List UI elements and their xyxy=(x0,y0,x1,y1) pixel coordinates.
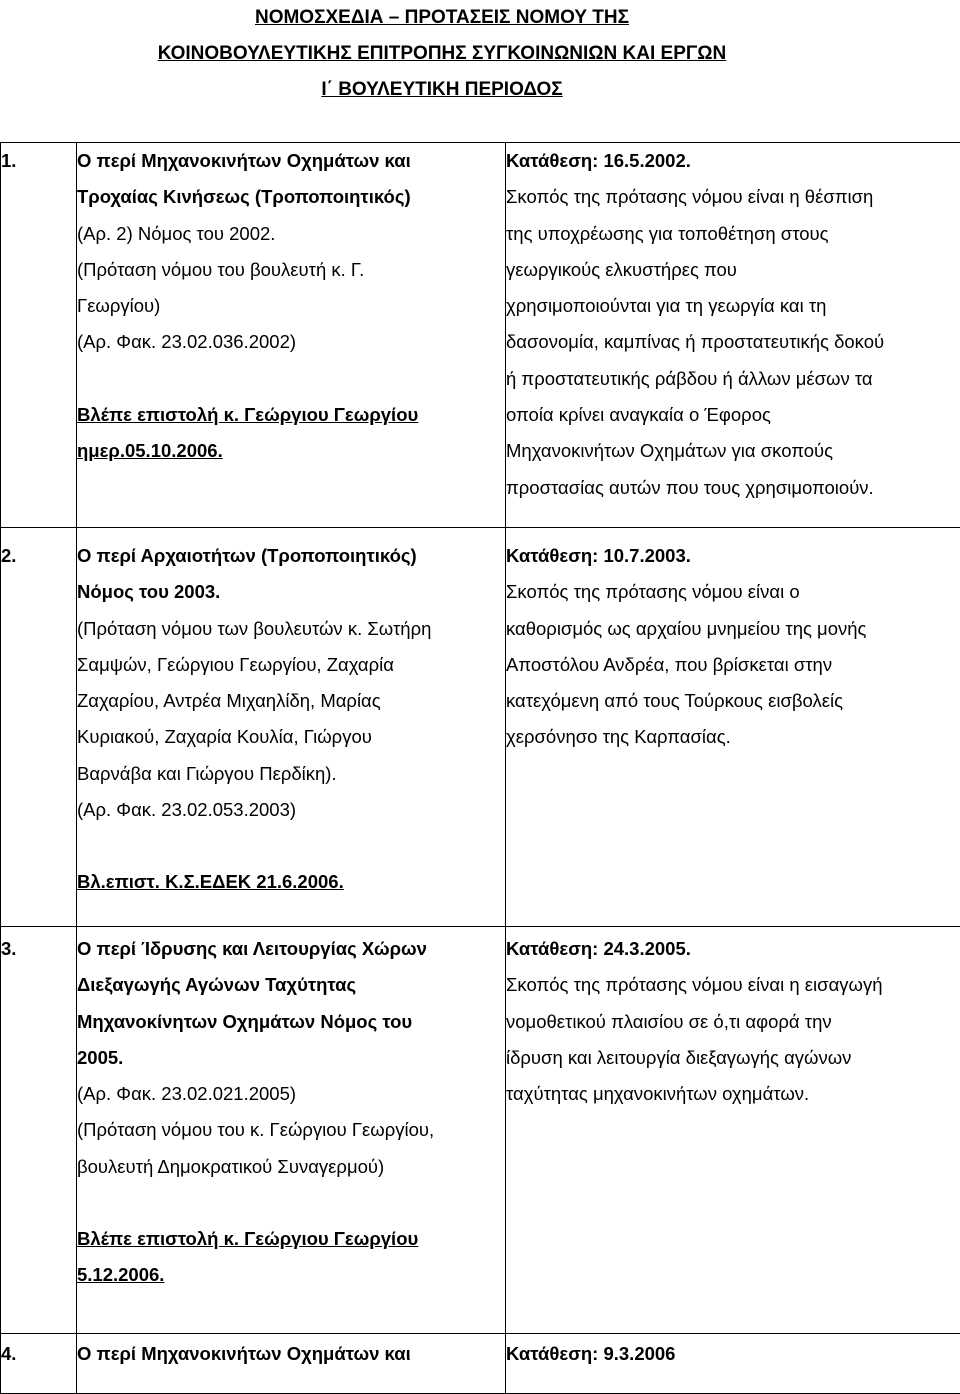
document-header xyxy=(0,0,884,108)
table-row xyxy=(1,927,960,1334)
bill-title-cell xyxy=(77,528,506,927)
bill-title-line: 2005. xyxy=(77,1040,505,1076)
bill-meta-line: (Αρ. Φακ. 23.02.053.2003) xyxy=(77,792,505,828)
purpose-line: ταχύτητας μηχανοκινήτων οχημάτων. xyxy=(506,1076,960,1112)
bill-title-line: Μηχανοκίνητων Οχημάτων Νόμος του xyxy=(77,1004,505,1040)
row-number: 3. xyxy=(1,927,77,1334)
bill-purpose-cell xyxy=(506,143,960,528)
purpose-line: νομοθετικού πλαισίου σε ό,τι αφορά την xyxy=(506,1004,960,1040)
bill-title-line: Νόμος του 2003. xyxy=(77,574,505,610)
header-line-1: ΝΟΜΟΣΧΕΔΙΑ – ΠΡΟΤΑΣΕΙΣ ΝΟΜΟΥ ΤΗΣ xyxy=(0,0,884,36)
bill-note-line: 5.12.2006. xyxy=(77,1257,505,1293)
deposit-date: Κατάθεση: 9.3.2006 xyxy=(506,1336,960,1372)
purpose-line: χερσόνησο της Καρπασίας. xyxy=(506,719,960,755)
bill-meta-line: Σαμψών, Γεώργιου Γεωργίου, Ζαχαρία xyxy=(77,647,505,683)
bill-purpose-cell xyxy=(506,927,960,1334)
purpose-line: Σκοπός της πρότασης νόμου είναι η εισαγωγή xyxy=(506,967,960,1003)
header-line-2: ΚΟΙΝΟΒΟΥΛΕΥΤΙΚΗΣ ΕΠΙΤΡΟΠΗΣ ΣΥΓΚΟΙΝΩΝΙΩΝ ΚΑΙ ΕΡΓΩΝ xyxy=(0,36,884,72)
purpose-line: ίδρυση και λειτουργία διεξαγωγής αγώνων xyxy=(506,1040,960,1076)
purpose-line: προστασίας αυτών που τους χρησιμοποιούν. xyxy=(506,470,960,506)
deposit-date: Κατάθεση: 24.3.2005. xyxy=(506,931,960,967)
bill-meta-line: (Πρόταση νόμου του βουλευτή κ. Γ. xyxy=(77,252,505,288)
table-row xyxy=(1,143,960,528)
row-number: 2. xyxy=(1,528,77,927)
deposit-date: Κατάθεση: 16.5.2002. xyxy=(506,143,960,179)
purpose-line: Μηχανοκινήτων Οχημάτων για σκοπούς xyxy=(506,433,960,469)
purpose-line: καθορισμός ως αρχαίου μνημείου της μονής xyxy=(506,611,960,647)
bill-title-line: Τροχαίας Κινήσεως (Τροποποιητικός) xyxy=(77,179,505,215)
purpose-line: ή προστατευτικής ράβδου ή άλλων μέσων τα xyxy=(506,361,960,397)
bill-title-line: Ο περί Μηχανοκινήτων Οχημάτων και xyxy=(77,1336,505,1372)
purpose-line: δασονομία, καμπίνας ή προστατευτικής δοκού xyxy=(506,324,960,360)
table-row xyxy=(1,1334,960,1394)
purpose-line: γεωργικούς ελκυστήρες που xyxy=(506,252,960,288)
purpose-line: Σκοπός της πρότασης νόμου είναι ο xyxy=(506,574,960,610)
purpose-line: κατεχόμενη από τους Τούρκους εισβολείς xyxy=(506,683,960,719)
bills-table xyxy=(0,142,960,1394)
bill-meta-line: (Πρόταση νόμου των βουλευτών κ. Σωτήρη xyxy=(77,611,505,647)
bill-note-line: ημερ.05.10.2006. xyxy=(77,433,505,469)
bill-title-cell xyxy=(77,927,506,1334)
bill-meta-line: βουλευτή Δημοκρατικού Συναγερμού) xyxy=(77,1149,505,1185)
row-number: 1. xyxy=(1,143,77,528)
deposit-date: Κατάθεση: 10.7.2003. xyxy=(506,538,960,574)
bill-meta-line: Γεωργίου) xyxy=(77,288,505,324)
bill-note-line: Βλ.επιστ. Κ.Σ.ΕΔΕΚ 21.6.2006. xyxy=(77,864,505,900)
bill-meta-line: Κυριακού, Ζαχαρία Κουλία, Γιώργου xyxy=(77,719,505,755)
bill-title-line: Διεξαγωγής Αγώνων Ταχύτητας xyxy=(77,967,505,1003)
purpose-line: χρησιμοποιούνται για τη γεωργία και τη xyxy=(506,288,960,324)
bill-meta-line: (Πρόταση νόμου του κ. Γεώργιου Γεωργίου, xyxy=(77,1112,505,1148)
bill-note-line: Βλέπε επιστολή κ. Γεώργιου Γεωργίου xyxy=(77,397,505,433)
bill-note-line: Βλέπε επιστολή κ. Γεώργιου Γεωργίου xyxy=(77,1221,505,1257)
header-line-3: Ι΄ ΒΟΥΛΕΥΤΙΚΗ ΠΕΡΙΟΔΟΣ xyxy=(0,72,884,108)
bill-meta-line: Ζαχαρίου, Αντρέα Μιχαηλίδη, Μαρίας xyxy=(77,683,505,719)
bill-purpose-cell xyxy=(506,1334,960,1394)
bill-meta-line: Βαρνάβα και Γιώργου Περδίκη). xyxy=(77,756,505,792)
purpose-line: οποία κρίνει αναγκαία ο Έφορος xyxy=(506,397,960,433)
bill-title-cell xyxy=(77,1334,506,1394)
table-row xyxy=(1,528,960,927)
purpose-line: Αποστόλου Ανδρέα, που βρίσκεται στην xyxy=(506,647,960,683)
purpose-line: της υποχρέωσης για τοποθέτηση στους xyxy=(506,216,960,252)
bill-title-line: Ο περί Ίδρυσης και Λειτουργίας Χώρων xyxy=(77,931,505,967)
bill-title-cell xyxy=(77,143,506,528)
bill-title-line: (Αρ. 2) Νόμος του 2002. xyxy=(77,216,505,252)
bill-meta-line: (Αρ. Φακ. 23.02.036.2002) xyxy=(77,324,505,360)
purpose-line: Σκοπός της πρότασης νόμου είναι η θέσπιση xyxy=(506,179,960,215)
row-number: 4. xyxy=(1,1334,77,1394)
bill-purpose-cell xyxy=(506,528,960,927)
bill-title-line: Ο περί Μηχανοκινήτων Οχημάτων και xyxy=(77,143,505,179)
bill-meta-line: (Αρ. Φακ. 23.02.021.2005) xyxy=(77,1076,505,1112)
bill-title-line: Ο περί Αρχαιοτήτων (Τροποποιητικός) xyxy=(77,538,505,574)
